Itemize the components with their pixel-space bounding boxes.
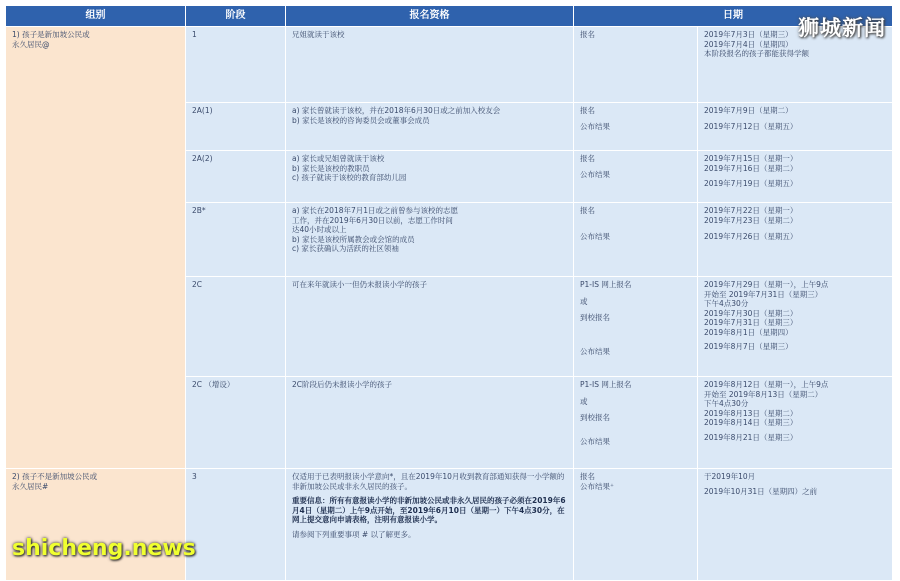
header-stage: 阶段	[186, 6, 286, 27]
label-line: P1-IS 网上报名	[580, 280, 632, 289]
label-line: 或	[580, 396, 588, 406]
stage-cell: 1	[186, 27, 286, 103]
eligibility-line: a) 家长曾就读于该校，并在2018年6月30日或之前加入校友会	[292, 106, 501, 115]
label-cell	[574, 469, 698, 581]
label-line: P1-IS 网上报名	[580, 380, 632, 389]
date-line: 2019年7月4日（星期四）	[704, 39, 793, 49]
eligibility-line: b) 家长是该校的教职员	[292, 163, 370, 173]
eligibility-line: b) 家长是该校的咨询委员会或董事会成员	[292, 115, 430, 125]
stage-cell: 3	[186, 469, 286, 581]
date-line: 2019年7月29日（星期一），上午9点	[704, 280, 829, 289]
label-line: 到校报名	[580, 413, 610, 422]
date-line: 2019年7月12日（星期五）	[704, 121, 798, 131]
date-line: 2019年8月7日（星期三）	[704, 342, 793, 351]
table-row	[6, 27, 893, 103]
label-cell	[574, 151, 698, 203]
label-line: 报名	[580, 206, 595, 215]
group-1-line: 永久居民@	[12, 39, 50, 49]
date-cell	[698, 203, 893, 277]
date-line: 本阶段报名的孩子都能获得学额	[704, 49, 809, 58]
label-cell	[574, 203, 698, 277]
header-row	[6, 6, 893, 27]
date-line: 2019年7月3日（星期三）	[704, 30, 793, 39]
important-notice: 重要信息：所有有意报读小学的非新加坡公民或非永久居民的孩子必须在2019年6月4日（星期二）上午9点开始，至2019年6月10日（星期一）下午4点30分，在网上提交意向申请表格，注明有意报读小学。	[292, 496, 566, 524]
eligibility-line: a) 家长在2018年7月1日或之前曾参与该校的志愿	[292, 206, 459, 215]
eligibility-cell	[286, 27, 574, 103]
header-date: 日期	[574, 6, 893, 27]
label-line: 公布结果	[580, 346, 610, 356]
date-line: 2019年7月30日（星期二）	[704, 308, 798, 318]
group-1-cell	[6, 27, 186, 469]
date-line: 2019年8月1日（星期四）	[704, 327, 793, 337]
eligibility-line: 兄姐就读于该校	[292, 30, 345, 39]
stage-cell: 2B*	[186, 203, 286, 277]
table-row	[6, 469, 893, 581]
date-line: 2019年7月22日（星期一）	[704, 206, 798, 215]
label-line: 或	[580, 296, 588, 306]
label-line: 公布结果⁺	[580, 481, 614, 491]
date-line: 下午4点30分	[704, 299, 749, 308]
date-cell	[698, 277, 893, 377]
date-cell	[698, 103, 893, 151]
eligibility-cell	[286, 203, 574, 277]
label-line: 报名	[580, 106, 595, 115]
group-2-line: 永久居民#	[12, 481, 49, 491]
date-line: 2019年7月15日（星期一）	[704, 154, 798, 163]
label-line: 公布结果	[580, 121, 610, 131]
label-cell	[574, 277, 698, 377]
header-group: 组别	[6, 6, 186, 27]
eligibility-cell	[286, 277, 574, 377]
label-line: 报名	[580, 472, 595, 481]
date-line: 2019年7月31日（星期三）	[704, 318, 798, 327]
watermark-top: 狮城新闻	[798, 16, 886, 40]
eligibility-line: 达40小时或以上	[292, 225, 347, 234]
stage-cell: 2A(1)	[186, 103, 286, 151]
date-line: 于2019年10月	[704, 472, 756, 481]
date-line: 2019年7月23日（星期二）	[704, 215, 798, 225]
date-line: 2019年10月31日（星期四）之前	[704, 486, 818, 496]
date-cell	[698, 469, 893, 581]
date-line: 2019年8月13日（星期二）	[704, 408, 798, 418]
date-line: 2019年7月9日（星期二）	[704, 106, 793, 115]
group-1-line: 1) 孩子是新加坡公民或	[12, 30, 90, 39]
eligibility-line: 工作，并在2019年6月30日以前，志愿工作时间	[292, 215, 453, 225]
eligibility-paragraph: 仅适用于已表明报读小学意向*，且在2019年10月收到教育部通知获得一小学额的非新加坡公民或非永久居民的孩子。	[292, 472, 565, 491]
eligibility-cell	[286, 377, 574, 469]
date-line: 2019年8月12日（星期一），上午9点	[704, 380, 829, 389]
label-line: 报名	[580, 30, 595, 39]
date-line: 2019年7月16日（星期二）	[704, 163, 798, 173]
date-line: 下午4点30分	[704, 399, 749, 408]
label-line: 报名	[580, 154, 595, 163]
date-line: 开始至 2019年8月13日（星期二）	[704, 389, 823, 399]
eligibility-line: a) 家长或兄姐曾就读于该校	[292, 154, 385, 163]
eligibility-note: 请参阅下列重要事项 # 以了解更多。	[292, 529, 416, 539]
stage-cell: 2C	[186, 277, 286, 377]
admission-table	[5, 5, 893, 581]
group-2-line: 2) 孩子不是新加坡公民或	[12, 472, 98, 481]
label-line: 公布结果	[580, 436, 610, 446]
date-line: 2019年8月14日（星期三）	[704, 418, 798, 427]
watermark-bottom: shicheng.news	[12, 536, 196, 561]
label-line: 公布结果	[580, 169, 610, 179]
eligibility-line: c) 孩子就读于该校的教育部幼儿园	[292, 173, 407, 182]
eligibility-line: 2C阶段后仍未报读小学的孩子	[292, 380, 393, 389]
eligibility-cell	[286, 469, 574, 581]
eligibility-line: c) 家长获确认为活跃的社区领袖	[292, 244, 399, 253]
header-eligibility: 报名资格	[286, 6, 574, 27]
label-line: 到校报名	[580, 313, 610, 322]
date-line: 2019年8月21日（星期三）	[704, 432, 798, 442]
date-line: 2019年7月19日（星期五）	[704, 179, 798, 188]
eligibility-cell	[286, 103, 574, 151]
label-cell	[574, 103, 698, 151]
stage-cell: 2C （增设）	[186, 377, 286, 469]
date-line: 2019年7月26日（星期五）	[704, 232, 798, 241]
group-2-cell	[6, 469, 186, 581]
label-cell	[574, 27, 698, 103]
label-cell	[574, 377, 698, 469]
date-line: 开始至 2019年7月31日（星期三）	[704, 289, 823, 299]
date-cell	[698, 151, 893, 203]
date-cell	[698, 377, 893, 469]
eligibility-line: b) 家长是该校所属教会或会馆的成员	[292, 234, 415, 244]
admission-table-frame	[5, 5, 892, 566]
label-line: 公布结果	[580, 231, 610, 241]
eligibility-cell	[286, 151, 574, 203]
eligibility-line: 可在来年就读小一但仍未报读小学的孩子	[292, 280, 427, 289]
stage-cell: 2A(2)	[186, 151, 286, 203]
